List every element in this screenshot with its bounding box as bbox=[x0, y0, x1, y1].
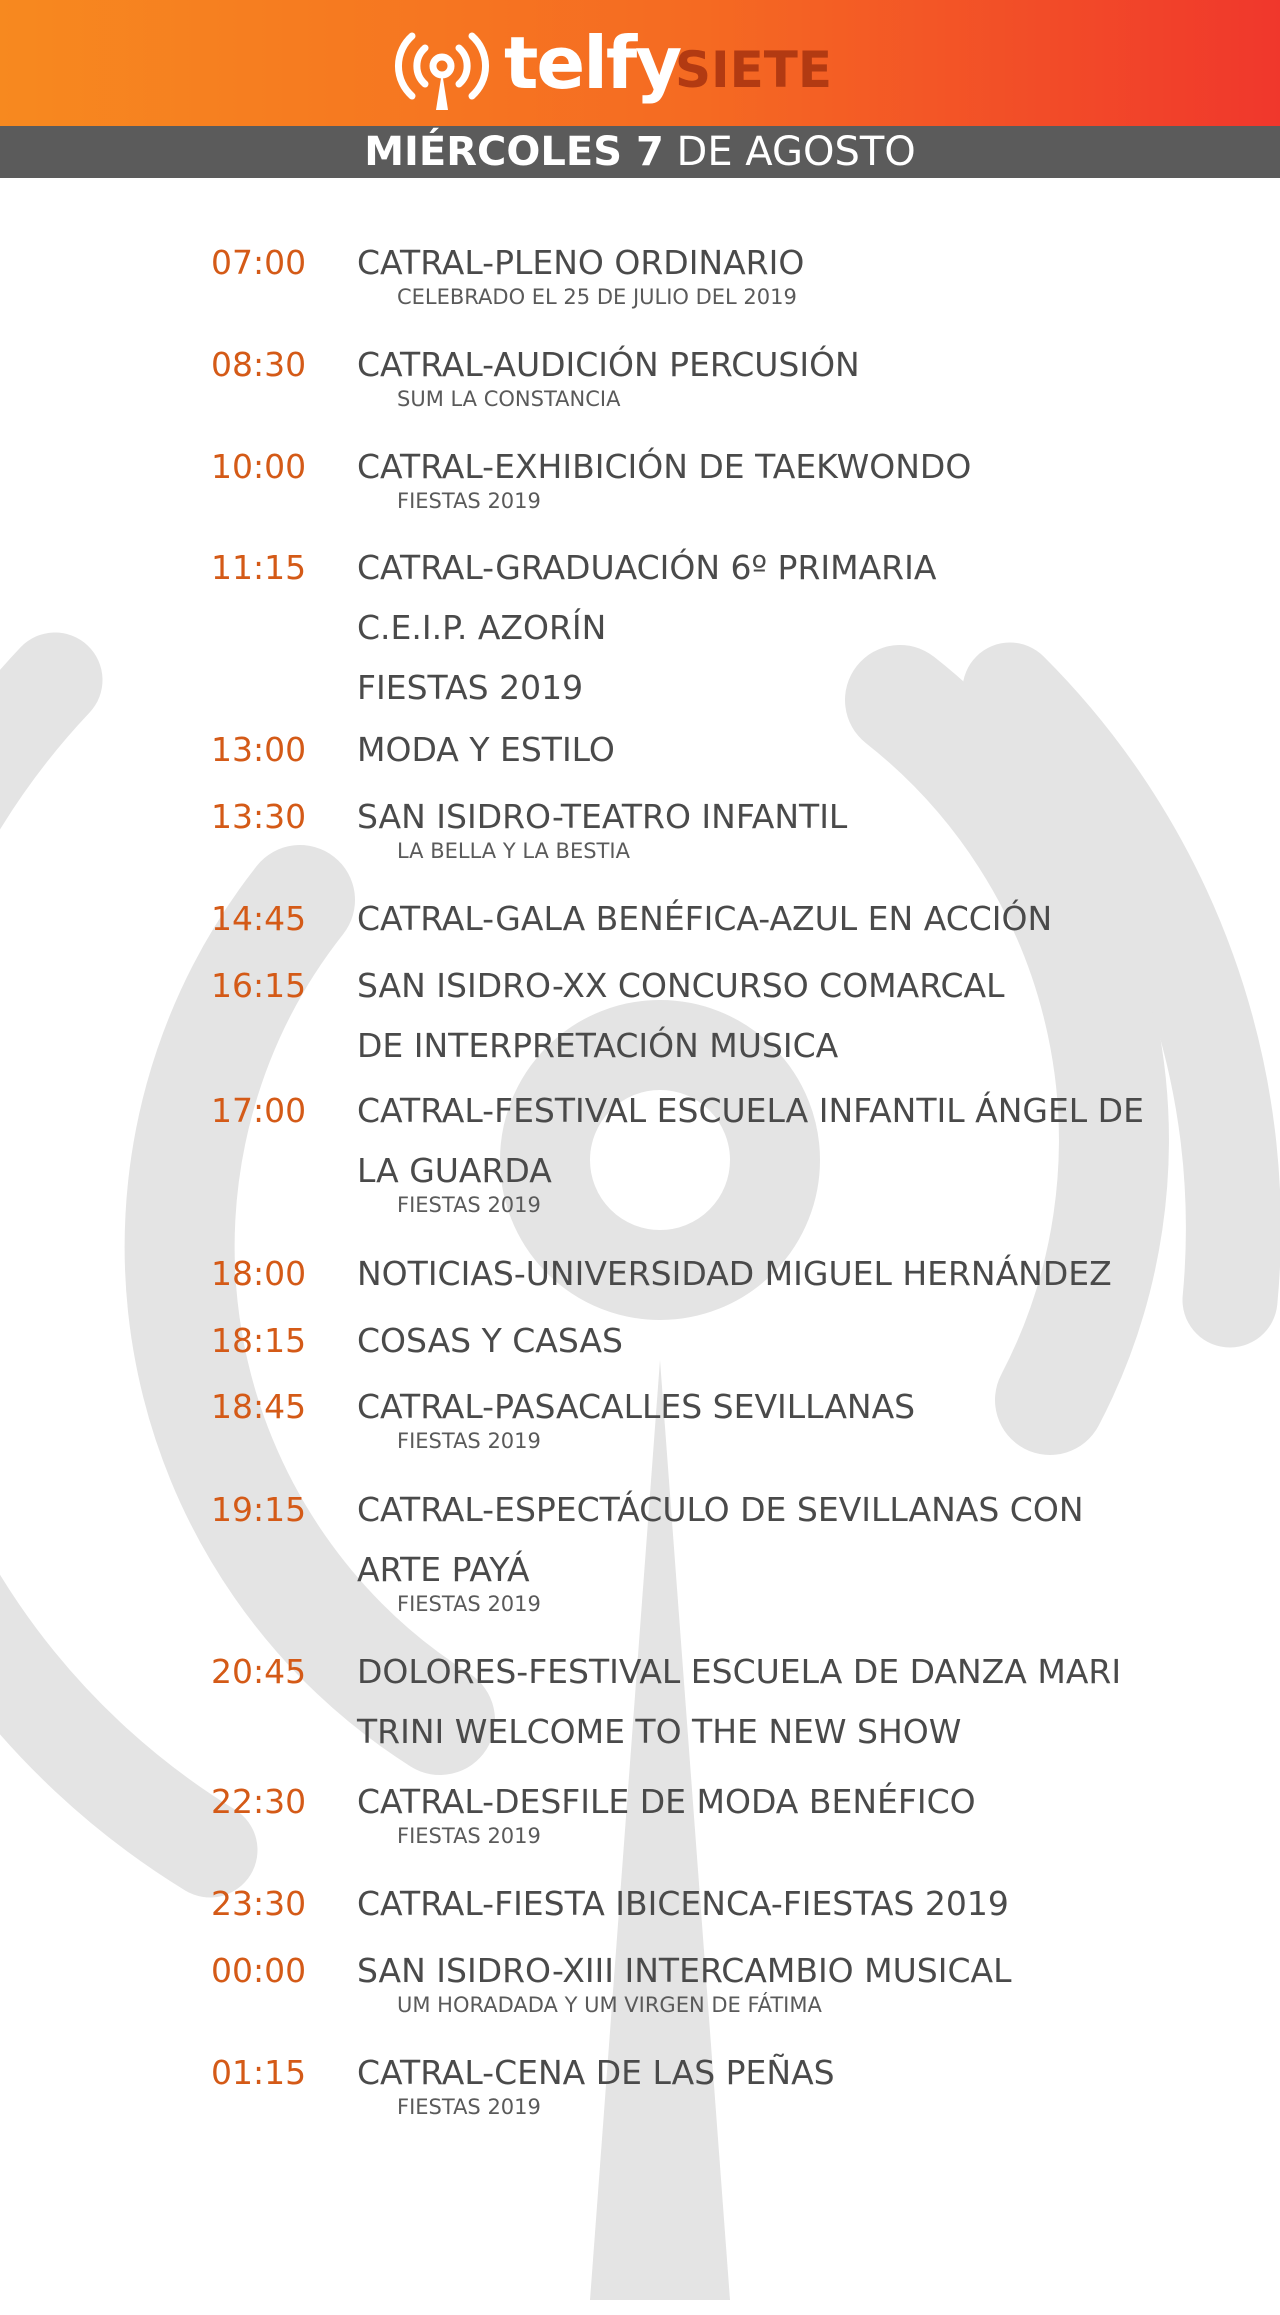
program-time: 14:45 bbox=[211, 899, 307, 938]
program-title: CATRAL-GRADUACIÓN 6º PRIMARIA bbox=[357, 548, 937, 587]
program-title: FIESTAS 2019 bbox=[357, 668, 584, 707]
program-time: 23:30 bbox=[211, 1884, 307, 1923]
program-subtitle: FIESTAS 2019 bbox=[397, 1193, 541, 1217]
program-title: CATRAL-AUDICIÓN PERCUSIÓN bbox=[357, 345, 860, 384]
program-subtitle: CELEBRADO EL 25 DE JULIO DEL 2019 bbox=[397, 285, 797, 309]
program-subtitle: UM HORADADA Y UM VIRGEN DE FÁTIMA bbox=[397, 1993, 822, 2017]
program-time: 07:00 bbox=[211, 243, 307, 282]
program-title: CATRAL-EXHIBICIÓN DE TAEKWONDO bbox=[357, 447, 972, 486]
program-time: 13:30 bbox=[211, 797, 307, 836]
program-title: DOLORES-FESTIVAL ESCUELA DE DANZA MARI bbox=[357, 1652, 1122, 1691]
program-title: TRINI WELCOME TO THE NEW SHOW bbox=[357, 1712, 962, 1751]
program-subtitle: FIESTAS 2019 bbox=[397, 1429, 541, 1453]
brand-logo-text: telfy bbox=[504, 21, 681, 105]
program-title: ARTE PAYÁ bbox=[357, 1550, 530, 1589]
program-time: 00:00 bbox=[211, 1951, 307, 1990]
program-title: DE INTERPRETACIÓN MUSICA bbox=[357, 1026, 839, 1065]
channel-name: SIETE bbox=[675, 41, 833, 99]
program-subtitle: LA BELLA Y LA BESTIA bbox=[397, 839, 630, 863]
program-title: COSAS Y CASAS bbox=[357, 1321, 623, 1360]
date-month: DE AGOSTO bbox=[663, 129, 916, 175]
program-time: 20:45 bbox=[211, 1652, 307, 1691]
program-time: 13:00 bbox=[211, 730, 307, 769]
program-title: CATRAL-ESPECTÁCULO DE SEVILLANAS CON bbox=[357, 1490, 1084, 1529]
program-title: SAN ISIDRO-XIII INTERCAMBIO MUSICAL bbox=[357, 1951, 1012, 1990]
program-title: MODA Y ESTILO bbox=[357, 730, 615, 769]
program-title: CATRAL-PLENO ORDINARIO bbox=[357, 243, 805, 282]
program-subtitle: FIESTAS 2019 bbox=[397, 2095, 541, 2119]
program-time: 01:15 bbox=[211, 2053, 307, 2092]
program-subtitle: FIESTAS 2019 bbox=[397, 489, 541, 513]
program-time: 11:15 bbox=[211, 548, 307, 587]
program-title: CATRAL-FIESTA IBICENCA-FIESTAS 2019 bbox=[357, 1884, 1009, 1923]
program-title: CATRAL-FESTIVAL ESCUELA INFANTIL ÁNGEL DE bbox=[357, 1091, 1144, 1130]
program-time: 16:15 bbox=[211, 966, 307, 1005]
program-time: 10:00 bbox=[211, 447, 307, 486]
program-time: 18:15 bbox=[211, 1321, 307, 1360]
program-title: C.E.I.P. AZORÍN bbox=[357, 608, 607, 647]
program-time: 18:00 bbox=[211, 1254, 307, 1293]
program-title: CATRAL-CENA DE LAS PEÑAS bbox=[357, 2053, 835, 2092]
program-time: 22:30 bbox=[211, 1782, 307, 1821]
program-time: 18:45 bbox=[211, 1387, 307, 1426]
program-title: CATRAL-DESFILE DE MODA BENÉFICO bbox=[357, 1782, 976, 1821]
program-time: 19:15 bbox=[211, 1490, 307, 1529]
program-title: CATRAL-PASACALLES SEVILLANAS bbox=[357, 1387, 916, 1426]
program-subtitle: FIESTAS 2019 bbox=[397, 1824, 541, 1848]
date-day: MIÉRCOLES 7 bbox=[364, 129, 664, 175]
program-title: SAN ISIDRO-XX CONCURSO COMARCAL bbox=[357, 966, 1005, 1005]
program-title: LA GUARDA bbox=[357, 1151, 552, 1190]
program-time: 17:00 bbox=[211, 1091, 307, 1130]
program-title: NOTICIAS-UNIVERSIDAD MIGUEL HERNÁNDEZ bbox=[357, 1254, 1112, 1293]
program-time: 08:30 bbox=[211, 345, 307, 384]
program-title: SAN ISIDRO-TEATRO INFANTIL bbox=[357, 797, 848, 836]
program-title: CATRAL-GALA BENÉFICA-AZUL EN ACCIÓN bbox=[357, 899, 1053, 938]
program-subtitle: FIESTAS 2019 bbox=[397, 1592, 541, 1616]
program-subtitle: SUM LA CONSTANCIA bbox=[397, 387, 621, 411]
